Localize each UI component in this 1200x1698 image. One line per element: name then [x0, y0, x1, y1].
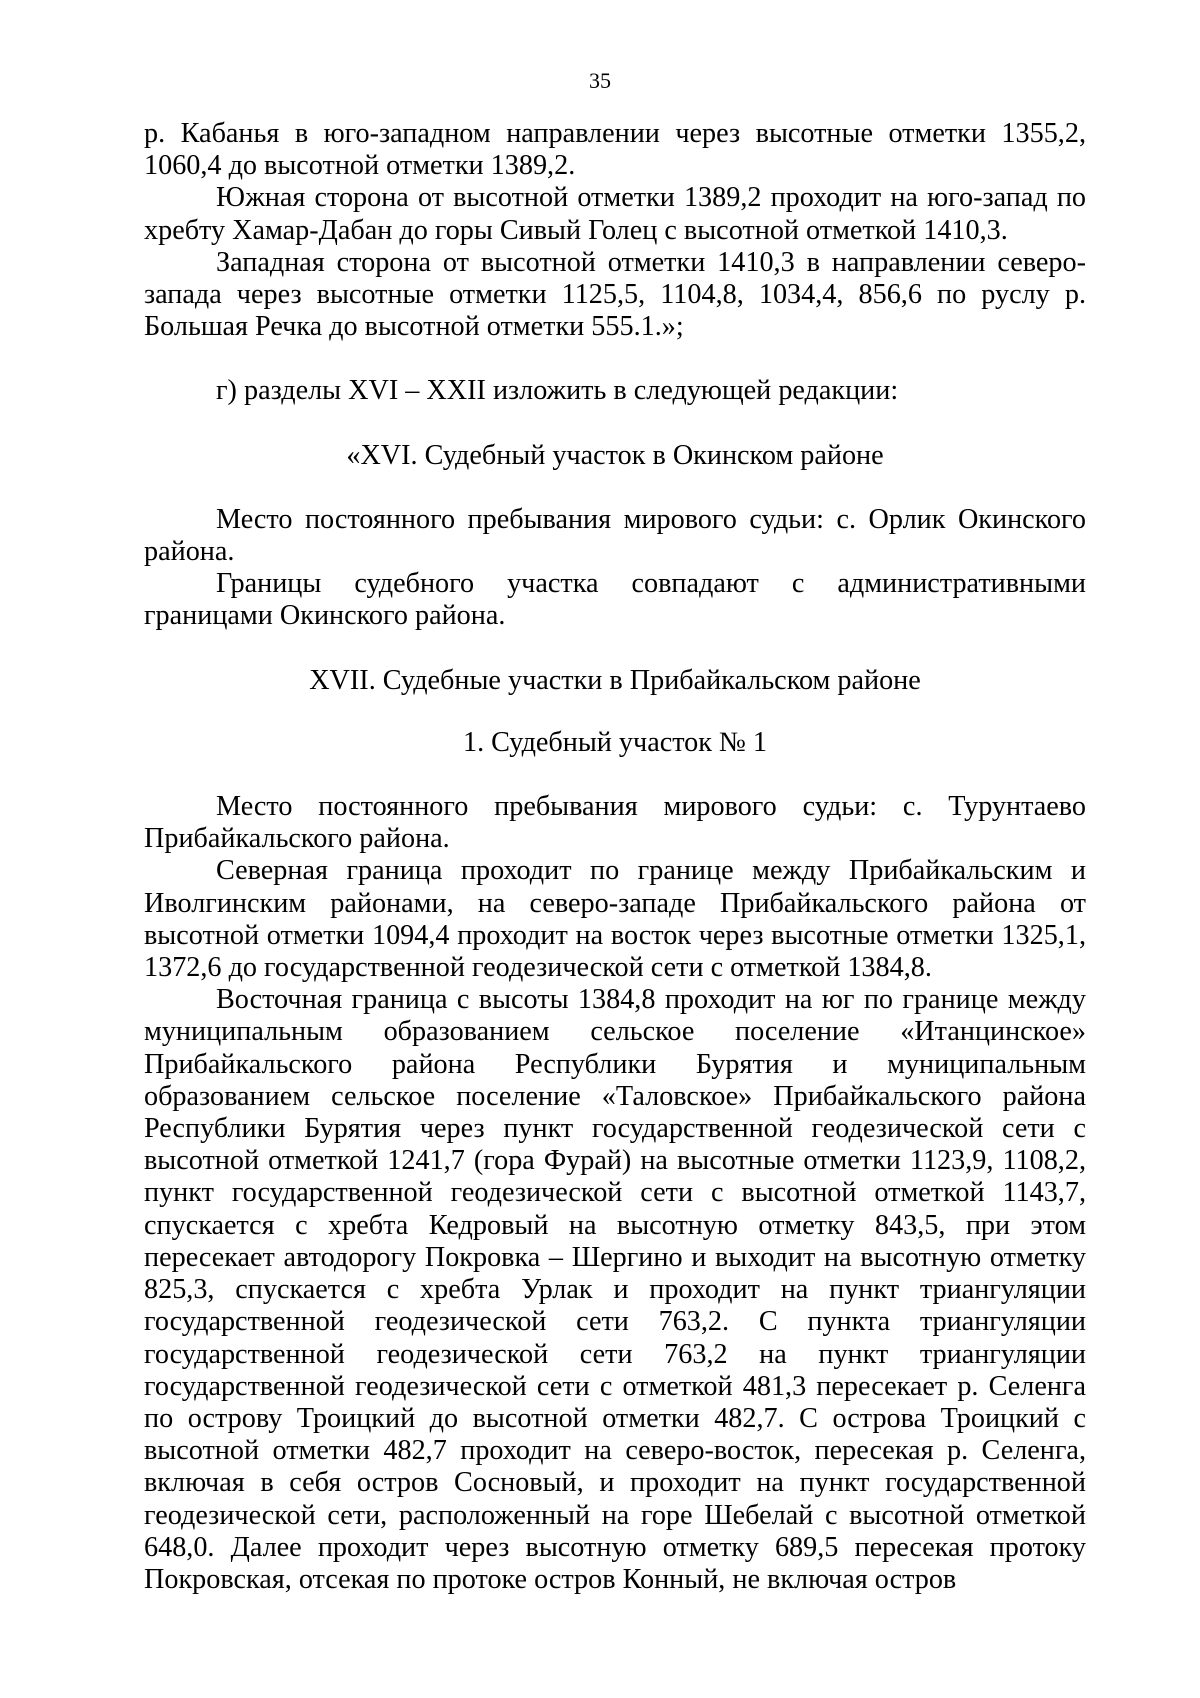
paragraph: Место постоянного пребывания мирового судьи: с. Орлик Окинского района. — [144, 503, 1086, 568]
paragraph: Границы судебного участка совпадают с административными границами Окинского района. — [144, 568, 1086, 632]
paragraph: Северная граница проходит по границе между Прибайкальским и Иволгинским районами, на северо-западе Прибайкальского района от высотной отметки 1094,4 проходит на восток через высотные отметки 1325,1, 1372,6 до государственной геодезической сети с отметкой 1384,8. — [144, 855, 1086, 984]
page-number: 35 — [589, 68, 611, 93]
section-heading: «XVI. Судебный участок в Окинском районе — [346, 439, 884, 471]
section-heading: XVII. Судебные участки в Прибайкальском районе — [309, 664, 921, 696]
paragraph: Восточная граница с высоты 1384,8 проходит на юг по границе между муниципальным образованием сельское поселение «Итанцинское» Прибайкальского района Республики Бурятия и муниципальным образованием сельское поселение «Таловское» Прибайкальского района Республики Бурятия через пункт государственной геодезической сети с высотной отметкой 1241,7 (гора Фурай) на высотные отметки 1123,9, 1108,2, пункт государственной геодезической сети с высотной отметкой 1143,7, спускается с хребта Кедровый на высотную отметку 843,5, при этом пересекает автодорогу Покровка – Шергино и выходит на высотную отметку 825,3, спускается с хребта Урлак и проходит на пункт триангуляции государственной геодезической сети 763,2. С пункта триангуляции государственной геодезической сети 763,2 на пункт триангуляции государственной геодезической сети с отметкой 481,3 пересекает р. Селенга по острову Троицкий до высотной отметки 482,7. С острова Троицкий с высотной отметки 482,7 проходит на северо-восток, пересекая р. Селенга, включая в себя остров Сосновый, и проходит на пункт государственной геодезической сети, расположенный на горе Шебелай с высотной отметкой 648,0. Далее проходит через высотную отметку 689,5 пересекая протоку Покровская, отсекая по протоке остров Конный, не включая остров — [144, 984, 1086, 1595]
paragraph: Южная сторона от высотной отметки 1389,2 проходит на юго-запад по хребту Хамар-Дабан до горы Сивый Голец с высотной отметкой 1410,3. — [144, 182, 1086, 246]
paragraph: Место постоянного пребывания мирового судьи: с. Турунтаево Прибайкальского района. — [144, 791, 1086, 855]
amendment-intro: г) разделы XVI – XXII изложить в следующей редакции: — [216, 375, 899, 407]
subsection-heading: 1. Судебный участок № 1 — [462, 726, 768, 758]
paragraph: Западная сторона от высотной отметки 1410,3 в направлении северо-запада через высотные отметки 1125,5, 1104,8, 1034,4, 856,6 по руслу р. Большая Речка до высотной отметки 555.1.»; — [144, 246, 1086, 343]
document-body — [144, 118, 1086, 1596]
paragraph: р. Кабанья в юго-западном направлении через высотные отметки 1355,2, 1060,4 до высотной отметки 1389,2. — [144, 118, 1086, 182]
